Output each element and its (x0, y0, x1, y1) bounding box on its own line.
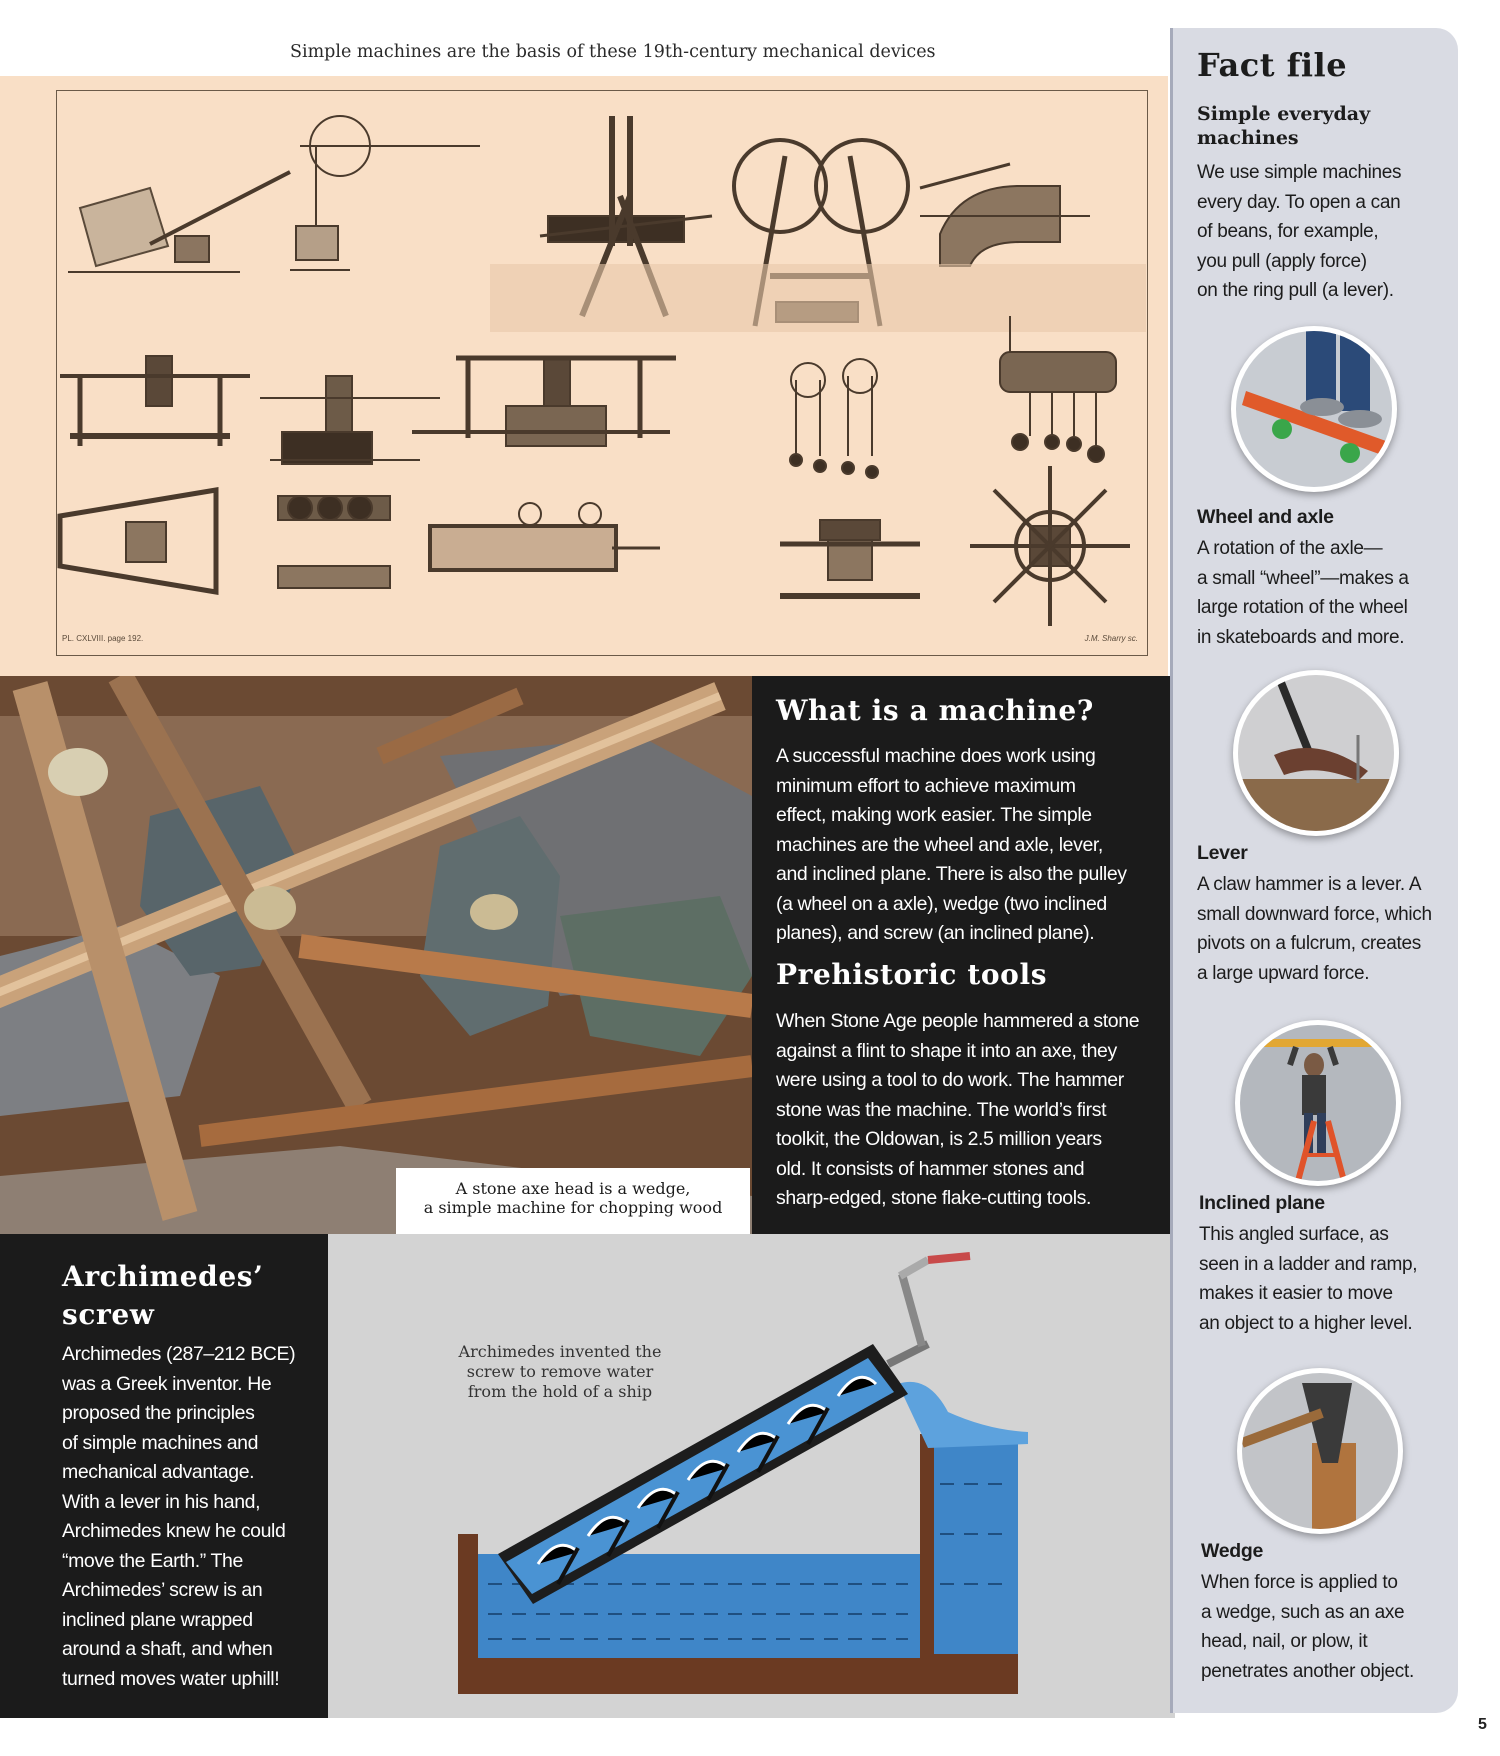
fact-line: a large upward force. (1197, 962, 1370, 984)
fact-file-sidebar (1170, 28, 1458, 1713)
fact-line: A claw hammer is a lever. A (1197, 874, 1422, 895)
intro-line: every day. To open a can (1197, 191, 1401, 213)
screw-caption (440, 1342, 680, 1402)
fact-line: penetrates another object. (1201, 1660, 1414, 1682)
body-line: Archimedes’ screw is an (62, 1579, 263, 1601)
body-line: stone was the machine. The world’s first (776, 1098, 1107, 1121)
screw-caption-line: screw to remove water (466, 1362, 654, 1381)
fact-text-wedge (1201, 1568, 1455, 1686)
body-line: was a Greek inventor. He (62, 1372, 272, 1395)
body-line: mechanical advantage. (62, 1461, 255, 1483)
fact-file-subtitle (1197, 102, 1437, 150)
body-line: against a flint to shape it into an axe, they (776, 1039, 1117, 1062)
body-line: When Stone Age people hammered a stone (776, 1010, 1140, 1032)
subtitle-line: Simple everyday (1197, 103, 1371, 125)
body-line: Archimedes knew he could (62, 1520, 286, 1542)
engraver-credit: J.M. Sharry sc. (1084, 634, 1138, 643)
body-line: inclined plane wrapped (62, 1608, 253, 1631)
body-line: A successful machine does work using (776, 745, 1096, 767)
body-line: turned moves water uphill! (62, 1667, 280, 1690)
body-line: (a wheel on a axle), wedge (two inclined (776, 892, 1107, 915)
body-line: toolkit, the Oldowan, is 2.5 million years (776, 1128, 1102, 1150)
fact-heading-wheel-axle: Wheel and axle (1197, 506, 1334, 528)
machine-body (776, 742, 1171, 949)
body-line: proposed the principles (62, 1402, 255, 1424)
prehistoric-heading: Prehistoric tools (776, 958, 1048, 991)
fact-heading-lever: Lever (1197, 842, 1248, 864)
body-line: were using a tool to do work. The hammer (776, 1069, 1124, 1091)
fact-line: a small “wheel”—makes a (1197, 567, 1409, 589)
body-line: and inclined plane. There is also the pulley (776, 863, 1127, 885)
fact-line: makes it easier to move (1199, 1283, 1393, 1304)
body-line: With a lever in his hand, (62, 1490, 261, 1513)
stone-axe-illustration (0, 676, 752, 1234)
subtitle-line: machines (1197, 127, 1299, 149)
body-line: “move the Earth.” The (62, 1549, 243, 1572)
body-line: sharp-edged, stone flake-cutting tools. (776, 1187, 1092, 1209)
fact-line: A rotation of the axle— (1197, 538, 1383, 559)
intro-line: you pull (apply force) (1197, 250, 1367, 272)
body-line: machines are the wheel and axle, lever, (776, 833, 1103, 856)
intro-line: of beans, for example, (1197, 221, 1379, 242)
fact-line: This angled surface, as (1199, 1224, 1389, 1245)
fact-line: large rotation of the wheel (1197, 597, 1408, 618)
body-line: old. It consists of hammer stones and (776, 1157, 1085, 1180)
axe-caption (396, 1168, 750, 1234)
fact-file-title: Fact file (1197, 46, 1348, 84)
fact-line: seen in a ladder and ramp, (1199, 1253, 1418, 1275)
body-line: effect, making work easier. The simple (776, 804, 1092, 826)
screw-caption-line: from the hold of a ship (467, 1382, 653, 1401)
axe-caption-line: a simple machine for chopping wood (423, 1198, 723, 1217)
fact-line: When force is applied to (1201, 1572, 1398, 1593)
plate-label: PL. CXLVIII. page 192. (62, 634, 144, 643)
prehistoric-body (776, 1007, 1171, 1214)
intro-line: on the ring pull (a lever). (1197, 280, 1394, 301)
fact-text-inclined-plane (1199, 1220, 1455, 1338)
heading-line: screw (62, 1298, 155, 1331)
archimedes-screw-figure (328, 1234, 1175, 1718)
fact-line: a wedge, such as an axe (1201, 1601, 1405, 1623)
axe-caption-line: A stone axe head is a wedge, (455, 1179, 691, 1198)
body-line: planes), and screw (an inclined plane). (776, 922, 1095, 944)
screw-caption-line: Archimedes invented the (458, 1342, 662, 1361)
body-line: minimum effort to achieve maximum (776, 774, 1076, 797)
fact-heading-wedge: Wedge (1201, 1540, 1264, 1562)
stone-axe-photo (0, 676, 752, 1234)
fact-line: small downward force, which (1197, 903, 1432, 925)
fact-text-wheel-axle (1197, 534, 1453, 652)
archimedes-screw-illustration (328, 1234, 1175, 1718)
plate-frame (56, 90, 1148, 656)
claw-hammer-icon (1233, 670, 1399, 836)
body-line: around a shaft, and when (62, 1638, 273, 1660)
fact-line: in skateboards and more. (1197, 626, 1405, 648)
top-caption: Simple machines are the basis of these 19th-century mechanical devices (290, 42, 936, 62)
archimedes-heading (62, 1258, 322, 1334)
archimedes-panel (0, 1234, 328, 1718)
fact-file-intro (1197, 158, 1447, 306)
axe-icon (1237, 1368, 1403, 1534)
fact-text-lever (1197, 870, 1459, 988)
skateboard-icon (1231, 326, 1397, 492)
body-line: of simple machines and (62, 1431, 259, 1454)
engraving-plate (0, 76, 1168, 676)
body-line: Archimedes (287–212 BCE) (62, 1343, 296, 1365)
heading-line: Archimedes’ (62, 1260, 264, 1293)
fact-line: an object to a higher level. (1199, 1312, 1413, 1334)
archimedes-body (62, 1340, 324, 1694)
fact-heading-inclined-plane: Inclined plane (1199, 1192, 1325, 1214)
fact-line: head, nail, or plow, it (1201, 1631, 1368, 1652)
fact-line: pivots on a fulcrum, creates (1197, 933, 1421, 954)
machine-info-panel (752, 676, 1175, 1234)
ladder-icon (1235, 1020, 1401, 1186)
intro-line: We use simple machines (1197, 162, 1402, 183)
machine-heading: What is a machine? (776, 694, 1094, 727)
page-number: 5 (1478, 1716, 1487, 1733)
